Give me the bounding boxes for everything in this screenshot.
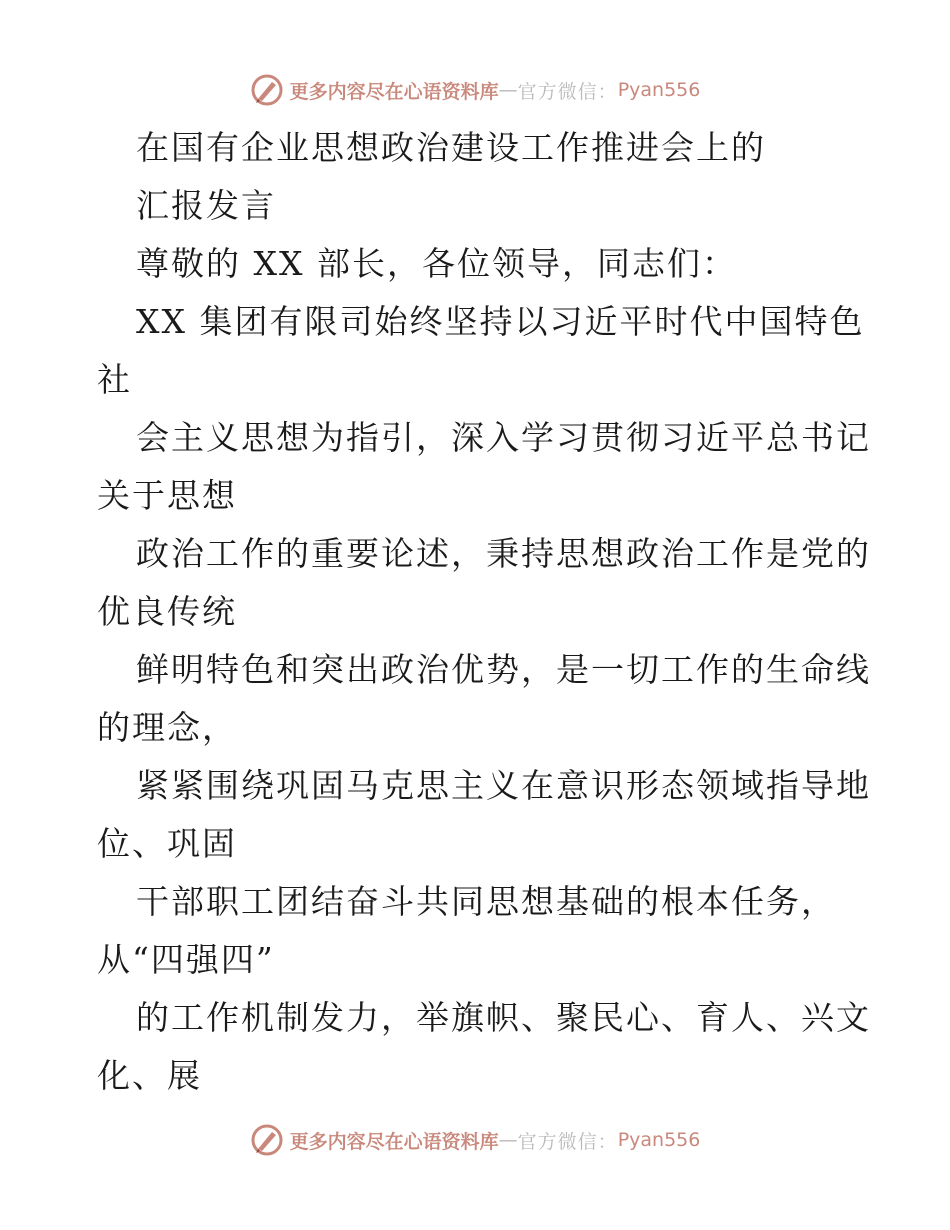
watermark-footer [0, 1120, 950, 1160]
paragraph-line: 优良传统 [97, 592, 237, 631]
paragraph-line: 尊敬的 XX 部长，各位领导，同志们： [136, 244, 737, 283]
watermark-brand: 更多内容尽在心语资料库 [289, 80, 499, 103]
pen-logo-icon [250, 1123, 284, 1157]
watermark-wechat-id: Pyan556 [617, 1129, 701, 1151]
paragraph-line: 会主义思想为指引，深入学习贯彻习近平总书记 [136, 418, 871, 457]
paragraph-line: 社 [97, 360, 132, 399]
paragraph-line: 化、展 [97, 1056, 202, 1095]
paragraph-line: 关于思想 [97, 476, 237, 515]
paragraph-line: 干部职工团结奋斗共同思想基础的根本任务， [136, 882, 836, 921]
watermark-separator: — [498, 79, 518, 101]
watermark-brand: 更多内容尽在心语资料库 [289, 1130, 499, 1153]
paragraph-line: 汇报发言 [136, 186, 276, 225]
watermark-header [0, 70, 950, 110]
paragraph-line: 位、巩固 [97, 824, 237, 863]
pen-logo-icon [250, 73, 284, 107]
paragraph-line: 政治工作的重要论述，秉持思想政治工作是党的 [136, 534, 871, 573]
watermark-official-label: 官方微信： [517, 80, 618, 103]
paragraph-line: 的工作机制发力，举旗帜、聚民心、育人、兴文 [136, 998, 871, 1037]
paragraph-line: 从“四强四” [97, 940, 275, 979]
watermark-separator: — [498, 1129, 518, 1151]
watermark-official-label: 官方微信： [517, 1130, 618, 1153]
paragraph-line: 的理念， [97, 708, 237, 747]
paragraph-line: 在国有企业思想政治建设工作推进会上的 [136, 128, 766, 167]
paragraph-line: 鲜明特色和突出政治优势，是一切工作的生命线 [136, 650, 871, 689]
watermark-wechat-id: Pyan556 [617, 79, 701, 101]
paragraph-line: 紧紧围绕巩固马克思主义在意识形态领域指导地 [136, 766, 871, 805]
document-body [0, 124, 950, 1110]
paragraph-line: XX 集团有限司始终坚持以习近平时代中国特色 [136, 302, 865, 341]
